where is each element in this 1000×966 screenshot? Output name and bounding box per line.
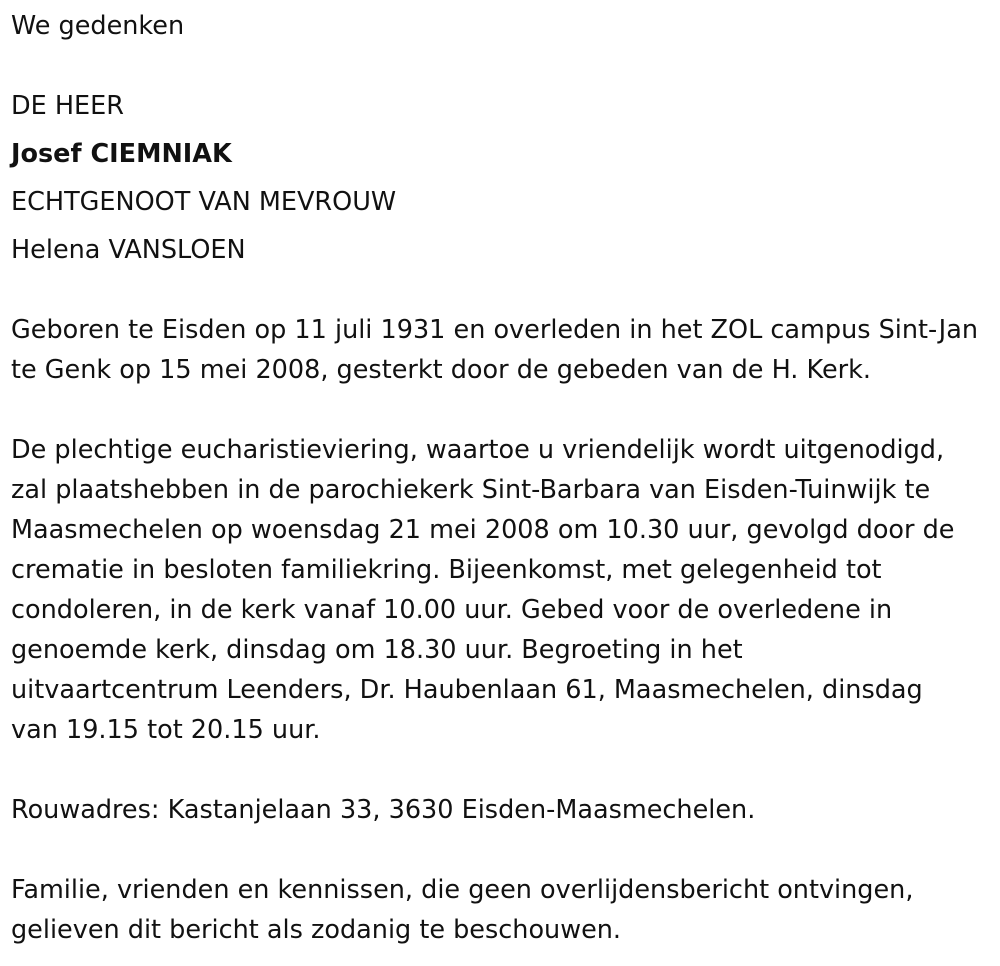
birth-paragraph-line: te Genk op 15 mei 2008, gesterkt door de gebeden van de H. Kerk. [11,355,872,385]
notice-paragraph-line: Familie, vrienden en kennissen, die geen overlijdensbericht ontvingen, [11,875,914,905]
ceremony-paragraph-line: uitvaartcentrum Leenders, Dr. Haubenlaan 61, Maasmechelen, dinsdag [11,675,923,705]
ceremony-paragraph-line: crematie in besloten familiekring. Bijeenkomst, met gelegenheid tot [11,555,882,585]
ceremony-paragraph-line: Maasmechelen op woensdag 21 mei 2008 om 10.30 uur, gevolgd door de [11,515,955,545]
spouse-label: ECHTGENOOT VAN MEVROUW [11,187,397,217]
ceremony-paragraph-line: De plechtige eucharistieviering, waartoe u vriendelijk wordt uitgenodigd, [11,435,945,465]
ceremony-paragraph-line: genoemde kerk, dinsdag om 18.30 uur. Begroeting in het [11,635,743,665]
title-line: DE HEER [11,91,124,121]
deceased-name: Josef CIEMNIAK [11,139,232,169]
ceremony-paragraph-line: condoleren, in de kerk vanaf 10.00 uur. Gebed voor de overledene in [11,595,893,625]
ceremony-paragraph-line: van 19.15 tot 20.15 uur. [11,715,321,745]
notice-paragraph-line: gelieven dit bericht als zodanig te beschouwen. [11,915,622,945]
birth-paragraph-line: Geboren te Eisden op 11 juli 1931 en overleden in het ZOL campus Sint-Jan [11,315,978,345]
intro-text: We gedenken [11,11,185,41]
spouse-name: Helena VANSLOEN [11,235,246,265]
address-paragraph: Rouwadres: Kastanjelaan 33, 3630 Eisden-Maasmechelen. [11,795,756,825]
ceremony-paragraph-line: zal plaatshebben in de parochiekerk Sint-Barbara van Eisden-Tuinwijk te [11,475,931,505]
